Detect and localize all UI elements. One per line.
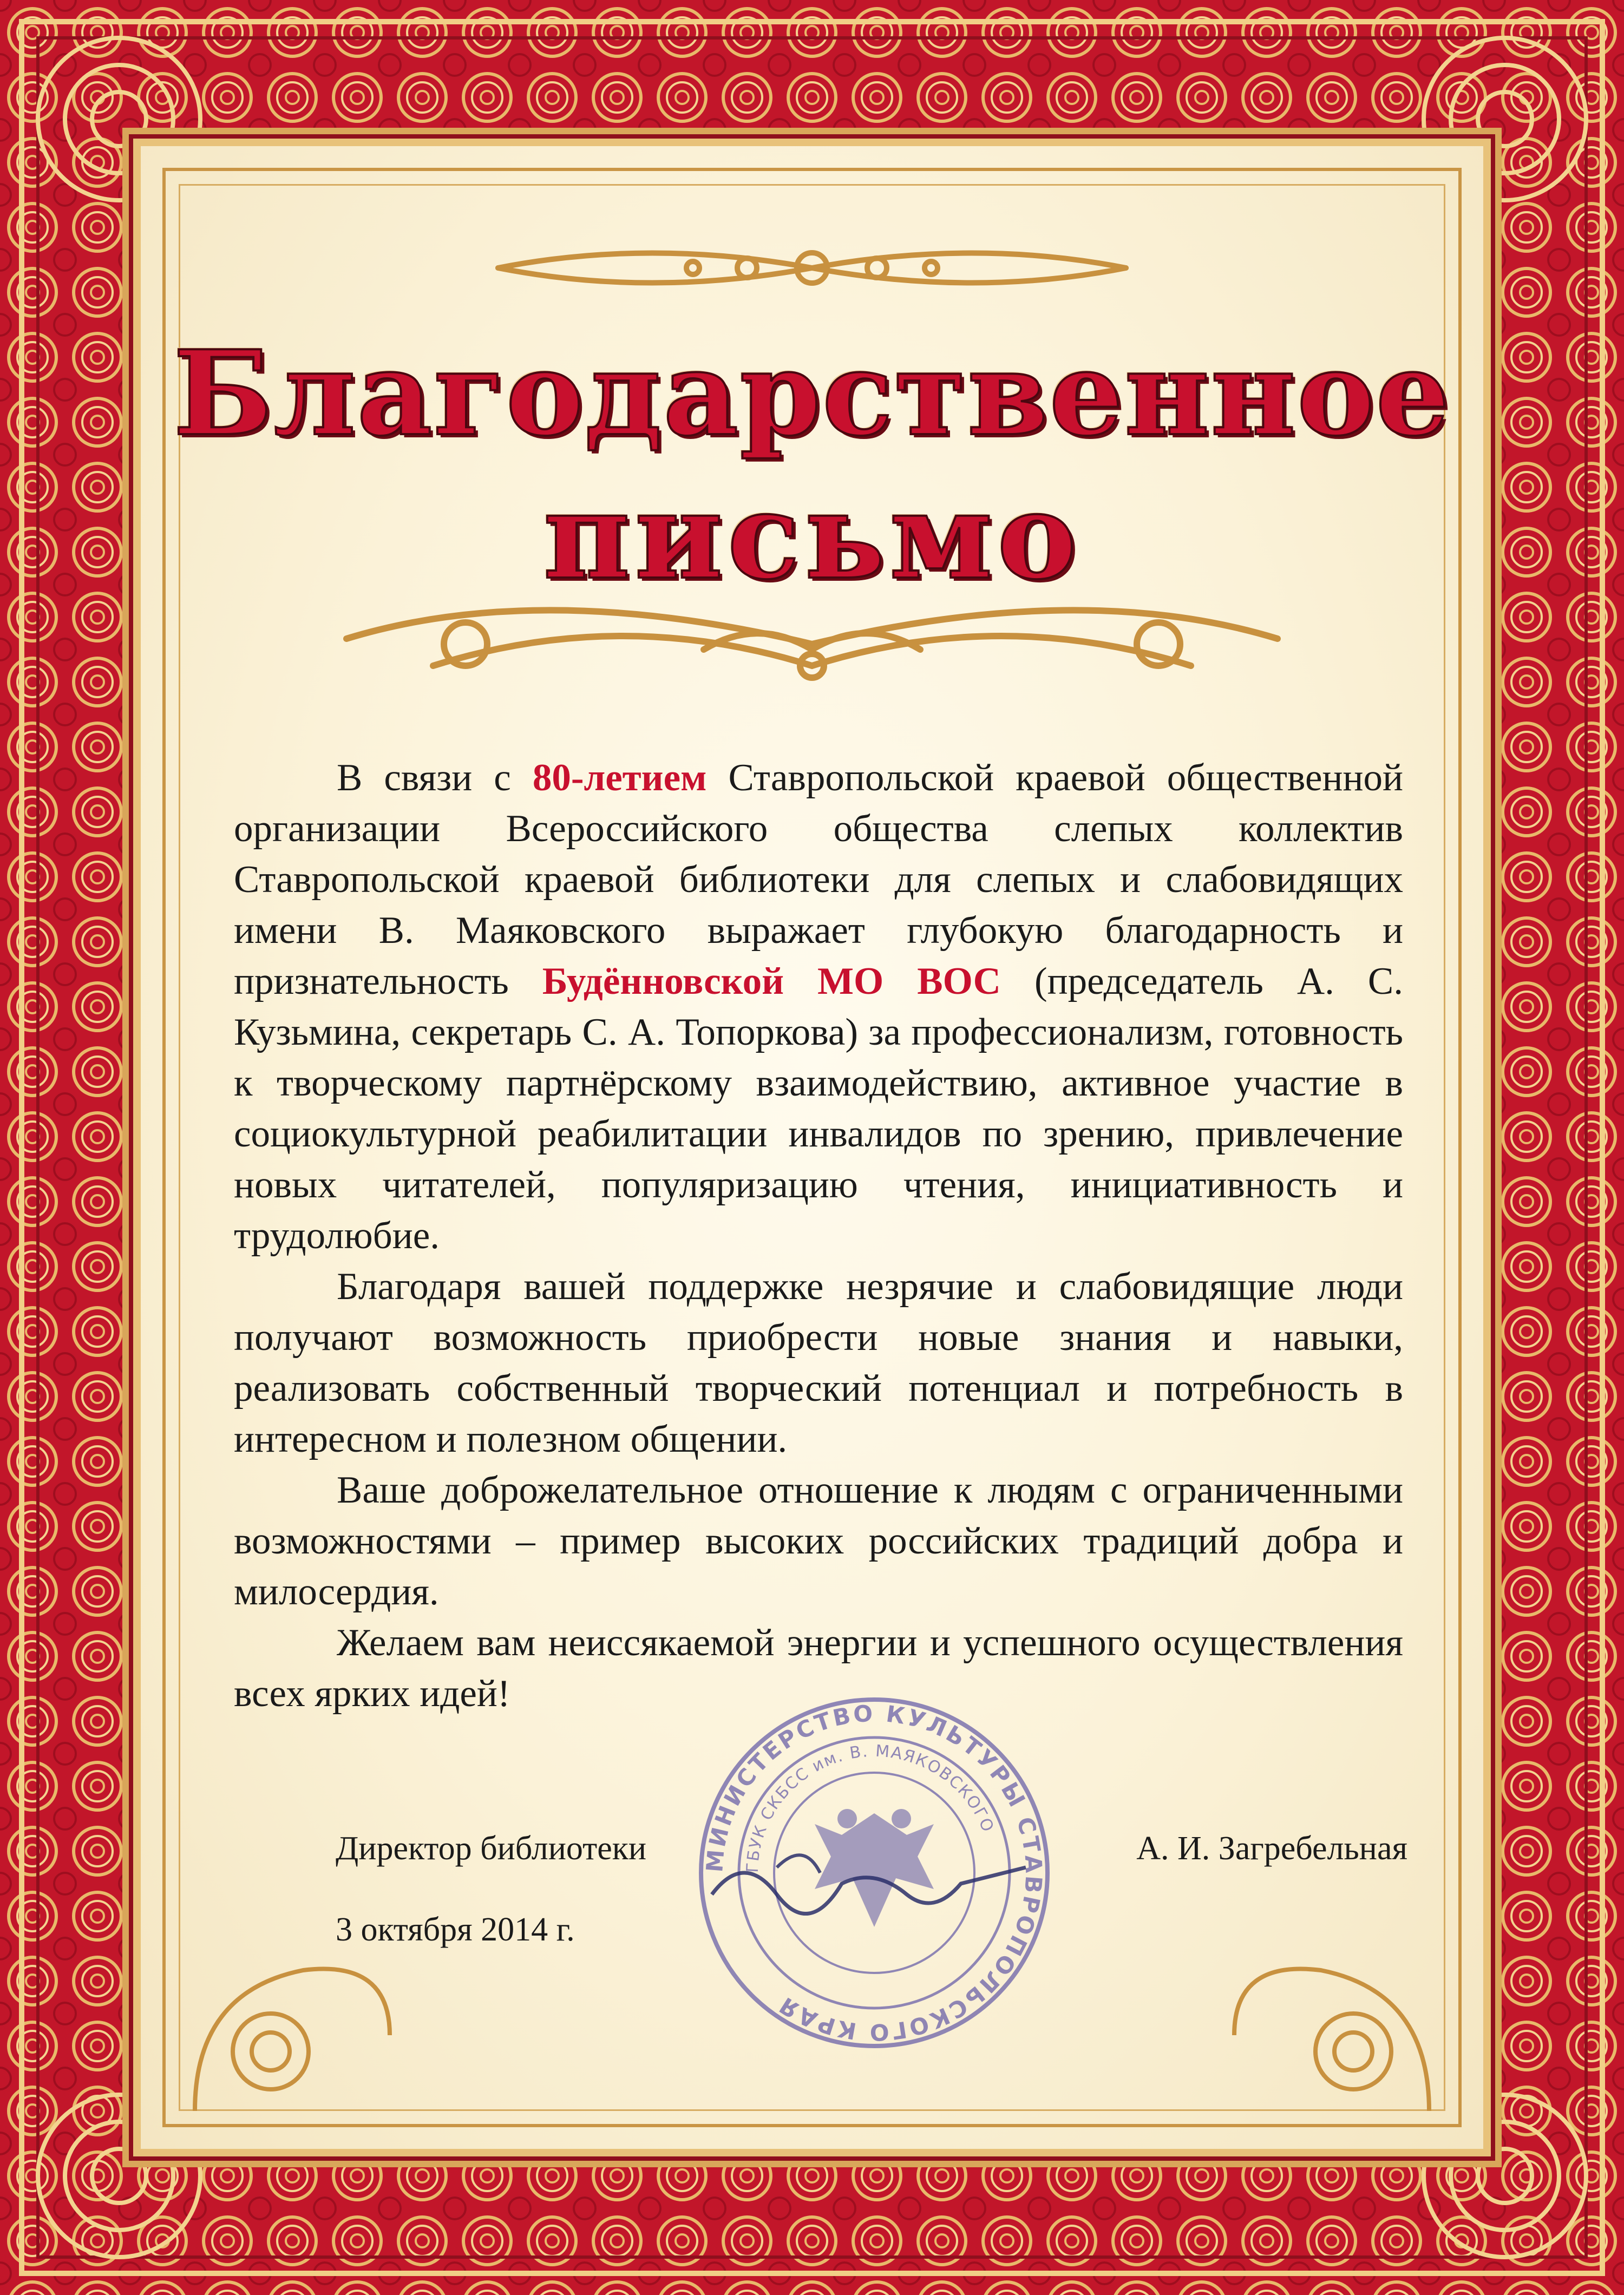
top-flourish [487, 227, 1137, 309]
signer-name: А. И. Загребельная [1136, 1830, 1407, 1867]
p1-text-b: Ставропольской краевой общественной организации Всероссийского общества слепых коллектив Ставропольской краевой библиотеки для слепых и слабовидящих имени В. Маяковского выражает глубокую благодарность и признательность [234, 757, 1404, 1002]
p1-text-c: (председатель А. С. Кузьмина, секретарь С. А. Топоркова) за профессионализм, готовность к творческому партнёрскому взаимодействию, активное участие в социокультурной реабилитации инвалидов по зрению, привлечение новых читателей, популяризацию чтения, инициативность и трудолюбие. [234, 960, 1403, 1257]
organization-highlight: Будённовской МО ВОС [542, 960, 1001, 1002]
letter-body [234, 752, 1403, 1719]
anniversary-highlight: 80-летием [532, 757, 707, 799]
paragraph-4: Желаем вам неиссякаемой энергии и успешного осуществления всех ярких идей! [234, 1622, 1403, 1715]
signer-position: Директор библиотеки [336, 1830, 647, 1867]
paragraph-3: Ваше доброжелательное отношение к людям с ограниченными возможностями – пример высоких российских традиций добра и милосердия. [234, 1469, 1403, 1613]
paragraph-2: Благодаря вашей поддержке незрячие и слабовидящие люди получают возможность приобрести новые знания и навыки, реализовать собственный творческий потенциал и потребность в интересном и полезном общении. [234, 1265, 1403, 1460]
official-seal [679, 1689, 1069, 2057]
svg-text:ГБУК СКБСС им. В. МАЯКОВСКОГО: ГБУК СКБСС им. В. МАЯКОВСКОГО [743, 1741, 998, 1873]
svg-text:МИНИСТЕРСТВО КУЛЬТУРЫ СТАВРОПО: МИНИСТЕРСТВО КУЛЬТУРЫ СТАВРОПОЛЬСКОГО КРАЯ [701, 1700, 1047, 2046]
title-underline-flourish [325, 585, 1299, 693]
bottom-right-ornament [1223, 1927, 1440, 2122]
title-line-2: письмо [543, 465, 1081, 606]
letter-date: 3 октября 2014 г. [336, 1911, 575, 1948]
paragraph-1 [234, 752, 1403, 1261]
p1-text-a: В связи с [337, 757, 533, 799]
bottom-left-ornament [184, 1927, 401, 2122]
title-line-1: Благодарственное [173, 325, 1451, 462]
